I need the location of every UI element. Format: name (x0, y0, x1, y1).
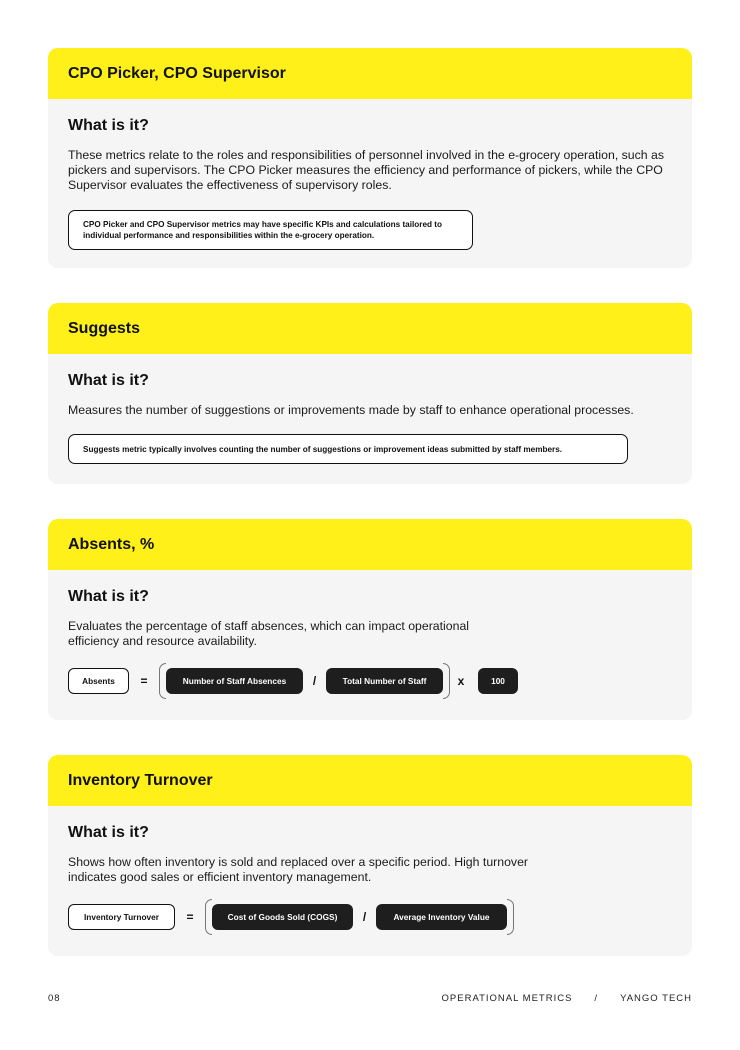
card-title: Inventory Turnover (68, 771, 213, 789)
metric-card-absents (48, 519, 692, 720)
card-header (48, 303, 692, 354)
card-description: Shows how often inventory is sold and replaced over a specific period. High turnover indicates good sales or efficient inventory management. (68, 855, 529, 884)
right-paren (443, 663, 450, 699)
divide-sign: / (312, 674, 317, 688)
card-description: Measures the number of suggestions or improvements made by staff to enhance operational processes. (68, 403, 634, 417)
formula-numerator: Number of Staff Absences (166, 668, 303, 694)
equals-sign: = (186, 910, 194, 924)
page-number: 08 (48, 993, 61, 1004)
formula-denominator: Total Number of Staff (326, 668, 443, 694)
card-title: Absents, % (68, 535, 155, 553)
note-box: CPO Picker and CPO Supervisor metrics may have specific KPIs and calculations tailored to individual performance and responsibilities within the e-grocery operation. (68, 210, 473, 250)
section-heading: What is it? (68, 372, 149, 389)
multiply-sign: x (457, 674, 465, 688)
section-heading: What is it? (68, 588, 149, 605)
card-title: CPO Picker, CPO Supervisor (68, 64, 286, 82)
footer-separator: / (594, 993, 599, 1004)
metric-card-cpo (48, 48, 692, 268)
formula-result: Absents (68, 668, 129, 694)
formula-numerator: Cost of Goods Sold (COGS) (212, 904, 353, 930)
card-description: These metrics relate to the roles and responsibilities of personnel involved in the e-grocery operation, such as pickers and supervisors. The CPO Picker measures the efficiency and performance of pickers, while the CPO Supervisor evaluates the effectiveness of supervisory roles. (68, 148, 665, 192)
card-header (48, 48, 692, 99)
section-heading: What is it? (68, 117, 149, 134)
card-header (48, 755, 692, 806)
card-description: Evaluates the percentage of staff absences, which can impact operational efficiency and resource availability. (68, 619, 470, 648)
right-paren (507, 899, 514, 935)
footer-section: OPERATIONAL METRICS (441, 993, 573, 1004)
formula (68, 897, 672, 937)
formula-result: Inventory Turnover (68, 904, 175, 930)
section-heading: What is it? (68, 824, 149, 841)
left-paren (205, 899, 212, 935)
left-paren (159, 663, 166, 699)
card-header (48, 519, 692, 570)
metric-card-suggests (48, 303, 692, 484)
note-box: Suggests metric typically involves counting the number of suggestions or improvement ideas submitted by staff members. (68, 434, 628, 464)
formula-factor: 100 (478, 668, 518, 694)
formula-denominator: Average Inventory Value (376, 904, 507, 930)
formula (68, 661, 672, 701)
equals-sign: = (140, 674, 148, 688)
divide-sign: / (362, 910, 367, 924)
page-footer (48, 993, 692, 1004)
card-title: Suggests (68, 319, 141, 337)
metric-card-inventory-turnover (48, 755, 692, 956)
footer-brand: YANGO TECH (620, 993, 692, 1004)
